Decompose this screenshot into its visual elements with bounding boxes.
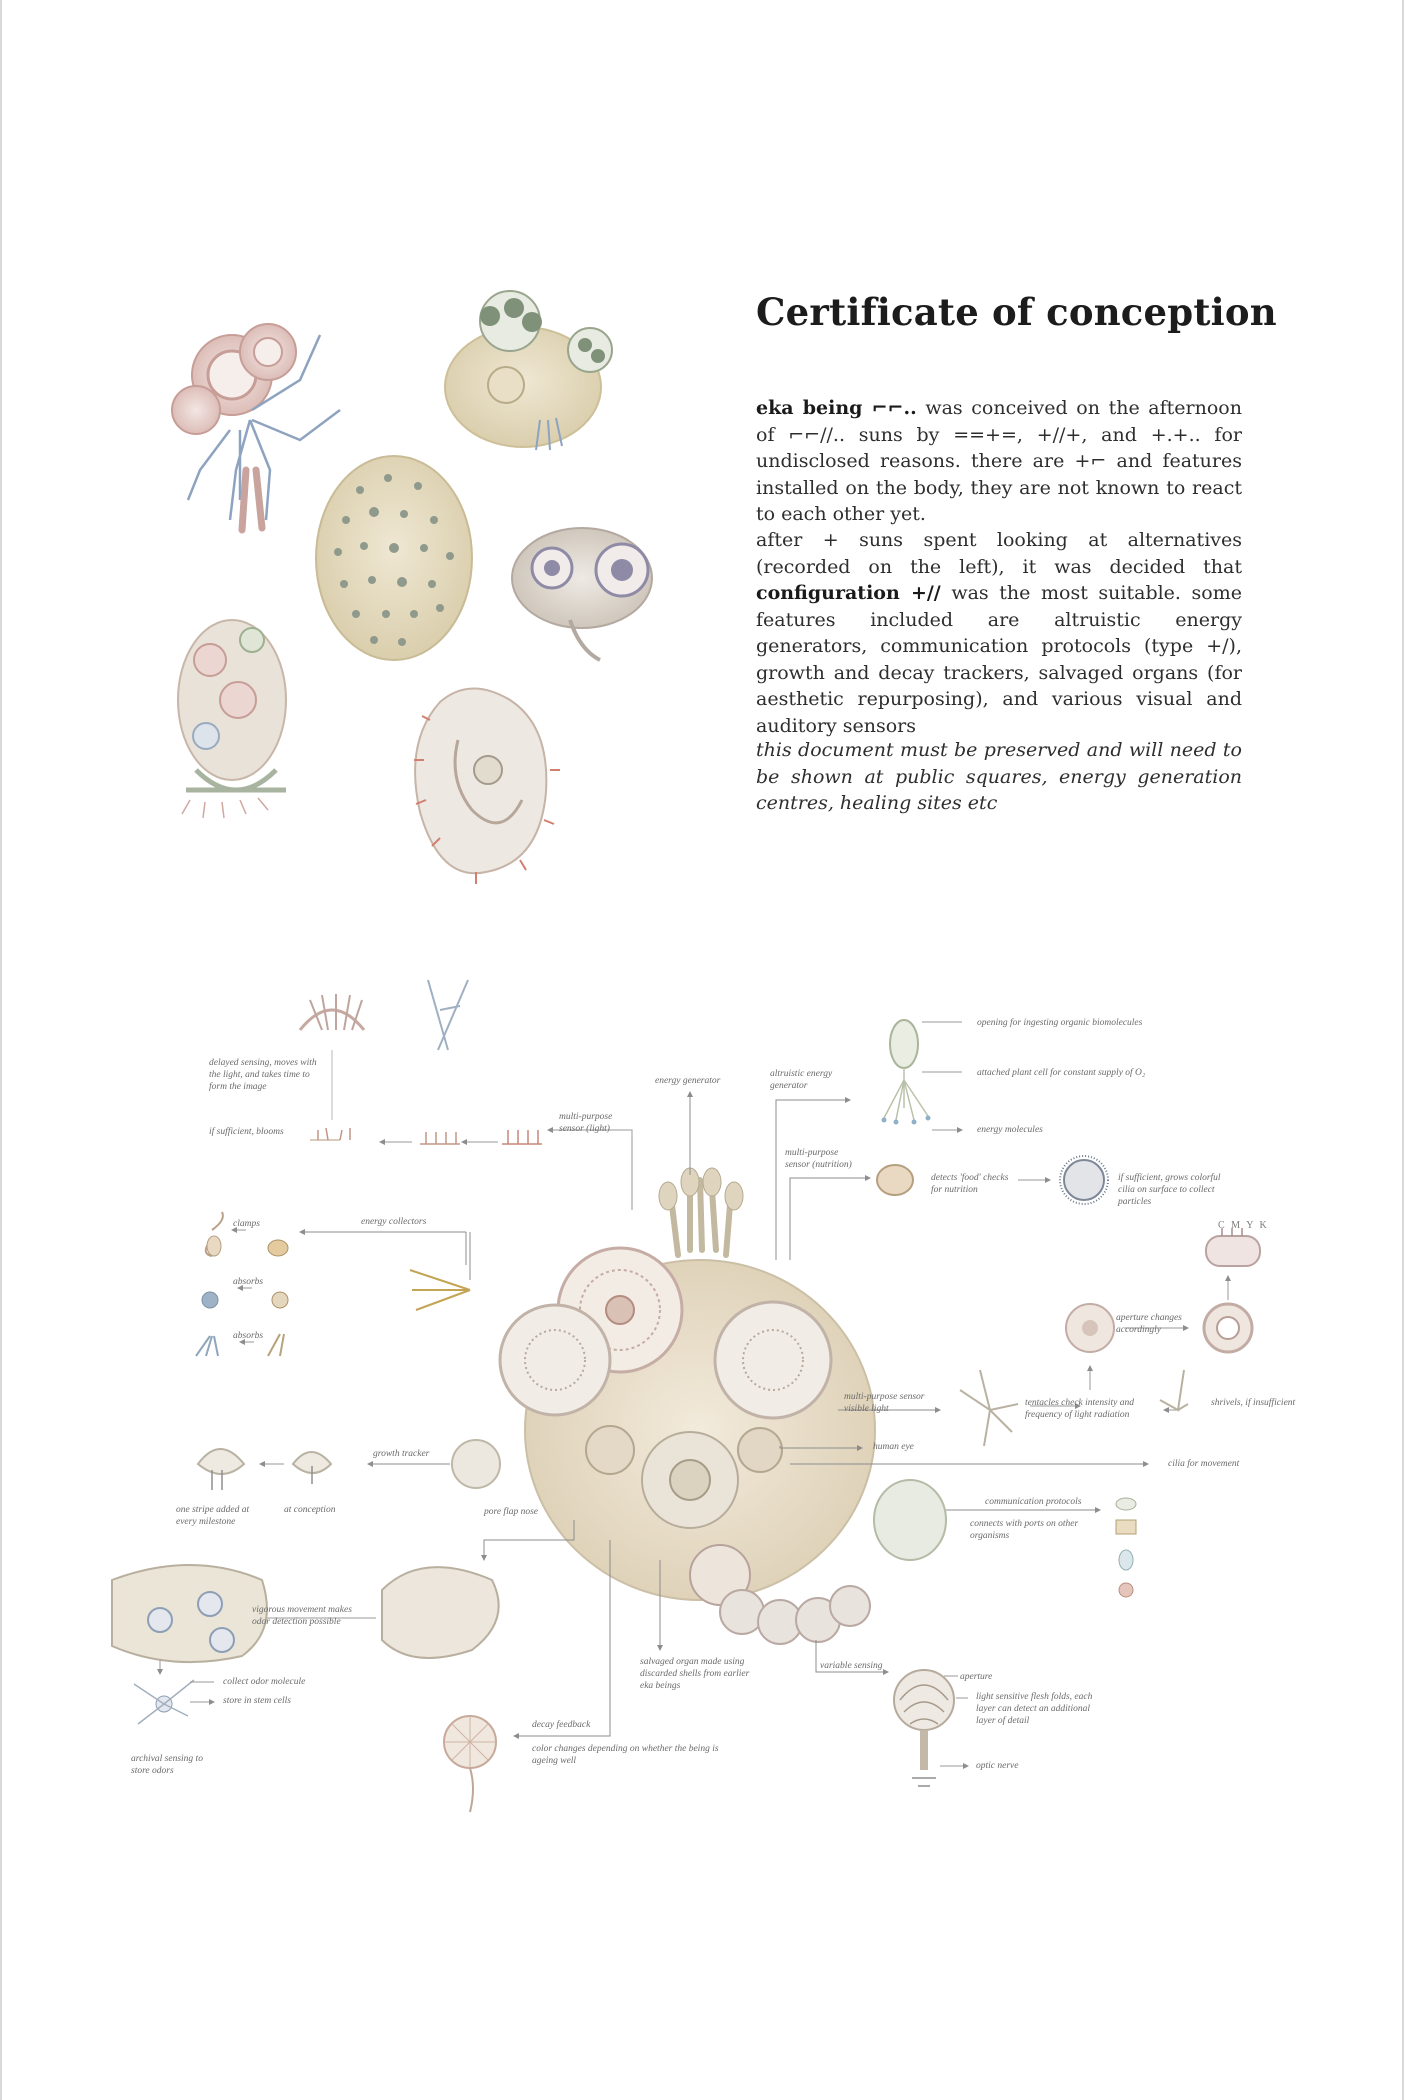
label-shrivels: shrivels, if insufficient <box>1211 1398 1296 1408</box>
label-variable-sensing: variable sensing <box>820 1661 883 1671</box>
label-color-changes: color changes depending on whether the being is ageing well <box>532 1744 719 1766</box>
label-pore-flap-nose: pore flap nose <box>484 1507 539 1517</box>
label-absorbs-1: absorbs <box>233 1277 264 1287</box>
label-if-sufficient-blooms: if sufficient, blooms <box>209 1127 284 1137</box>
label-at-conception: at conception <box>284 1505 336 1515</box>
label-energy-collectors: energy collectors <box>361 1217 427 1227</box>
label-aperture: aperture <box>960 1672 993 1682</box>
label-decay-feedback: decay feedback <box>532 1720 591 1730</box>
label-light-sensitive: light sensitive flesh folds, each layer can detect an additional layer of detail <box>976 1692 1093 1726</box>
label-cmyk: C M Y K <box>1218 1220 1269 1231</box>
page-title: Certificate of conception <box>756 290 1277 334</box>
label-tentacles-check: tentacles check intensity and frequency of light radiation <box>1025 1398 1134 1420</box>
label-store-stem: store in stem cells <box>223 1696 291 1706</box>
conception-text: was conceived on the afternoon of ⌐⌐//.. suns by ==+=, +//+, and +.+.. for undisclosed reasons. there are +⌐ and features installed on the body, they are not known to react to each other yet. <box>756 397 1242 525</box>
growth-tracker-sketches <box>198 1440 500 1490</box>
being-name: eka being ⌐⌐.. <box>756 397 917 419</box>
label-energy-generator: energy generator <box>655 1076 721 1086</box>
label-attached-plant-cell: attached plant cell for constant supply of O₂ <box>977 1068 1146 1078</box>
eye-section-sketch <box>894 1670 968 1786</box>
label-collect-odor: collect odor molecule <box>223 1677 306 1687</box>
label-energy-molecules: energy molecules <box>977 1125 1043 1135</box>
decay-feedback-sketch <box>444 1716 496 1812</box>
label-detects-food: detects 'food' checks for nutrition <box>931 1173 1009 1195</box>
light-sensor-sketches <box>300 980 632 1210</box>
label-delayed-sensing: delayed sensing, moves with the light, and takes time to form the image <box>209 1058 317 1092</box>
altruistic-generator-sketch <box>882 1020 963 1130</box>
label-archival-sensing: archival sensing to store odors <box>131 1754 203 1776</box>
central-organism <box>500 1168 875 1644</box>
label-human-eye: human eye <box>873 1442 914 1452</box>
label-cilia-movement: cilia for movement <box>1168 1459 1240 1469</box>
configuration-text-a: after + suns spent looking at alternatives (recorded on the left), it was decided that <box>756 529 1242 578</box>
label-salvaged-organ: salvaged organ made using discarded shells from earlier eka beings <box>640 1657 750 1691</box>
label-aperture-changes: aperture changes accordingly <box>1116 1313 1182 1335</box>
label-altruistic-generator: altruistic energy generator <box>770 1069 833 1091</box>
label-vigorous-movement: vigorous movement makes odor detection possible <box>252 1605 352 1627</box>
configuration-text-b: was the most suitable. some features included are altruistic energy generators, communication protocols (type +/), growth and decay trackers, salvaged organs (for aesthetic repurposing), and various visual and auditory sensors <box>756 582 1243 737</box>
label-opening-ingesting: opening for ingesting organic biomolecules <box>977 1018 1143 1028</box>
label-grows-cilia: if sufficient, grows colorful cilia on surface to collect particles <box>1118 1173 1221 1207</box>
preservation-note: this document must be preserved and will need to be shown at public squares, energy generation centres, healing sites etc <box>756 739 1242 814</box>
label-growth-tracker: growth tracker <box>373 1449 430 1459</box>
label-connects-ports: connects with ports on other organisms <box>970 1519 1079 1541</box>
label-multi-purpose-visible: multi-purpose sensor visible light <box>844 1392 925 1414</box>
label-clamps: clamps <box>233 1219 260 1229</box>
label-absorbs-2: absorbs <box>233 1331 264 1341</box>
label-multi-purpose-light: multi-purpose sensor (light) <box>559 1112 613 1134</box>
label-one-stripe: one stripe added at every milestone <box>176 1505 250 1527</box>
label-communication-protocols: communication protocols <box>985 1497 1082 1507</box>
label-optic-nerve: optic nerve <box>976 1761 1019 1771</box>
configuration-name: configuration +// <box>756 582 941 604</box>
label-multi-purpose-nutrition: multi-purpose sensor (nutrition) <box>785 1148 852 1170</box>
